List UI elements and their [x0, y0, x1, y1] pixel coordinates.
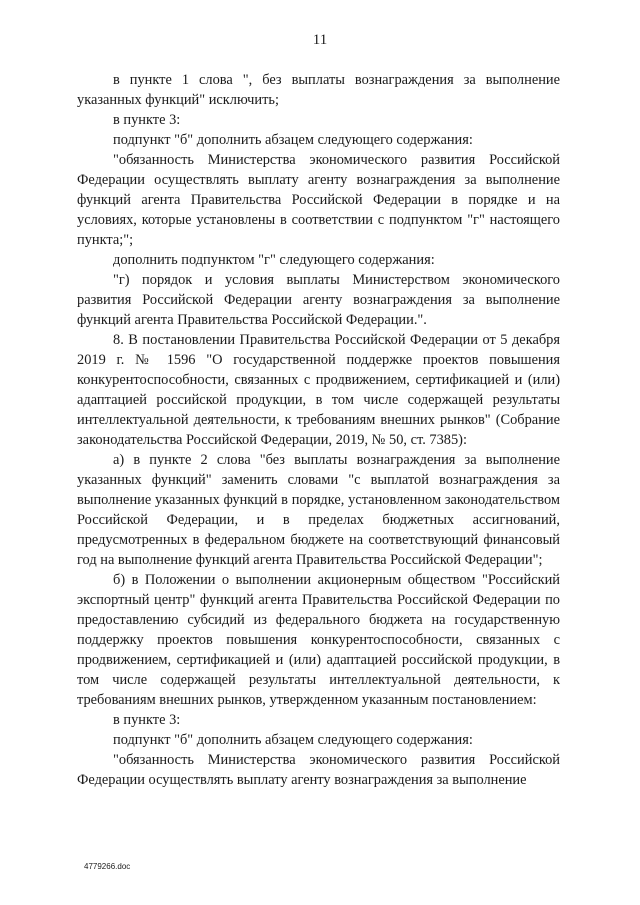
paragraph: подпункт "б" дополнить абзацем следующего содержания: — [113, 132, 473, 148]
paragraph: б) в Положении о выполнении акционерным обществом "Российский экспортный центр" функций агента Правительства Российской Федерации по предоставлению субсидий из федерального бюджета на государственную поддержку проектов повышения конкурентоспособности, связанных с продвижением, сертификацией и (или) адаптацией российской продукции, в том числе содержащей результаты интеллектуальной деятельности, к требованиям внешних рынков, утвержденном указанным постановлением: — [77, 572, 560, 708]
page-number: 11 — [312, 32, 328, 48]
paragraph: 8. В постановлении Правительства Российской Федерации от 5 декабря 2019 г. № 1596 "О государственной поддержке проектов повышения конкурентоспособности, связанных с продвижением, сертификацией и (или) адаптацией российской продукции, в том числе содержащей результаты интеллектуальной деятельности, к требованиям внешних рынков" (Собрание законодательства Российской Федерации, 2019, № 50, ст. 7385): — [77, 332, 560, 448]
paragraph: в пункте 3: — [113, 712, 181, 728]
paragraph: в пункте 3: — [113, 112, 181, 128]
paragraph: дополнить подпунктом "г" следующего содержания: — [113, 252, 435, 268]
paragraph: подпункт "б" дополнить абзацем следующего содержания: — [113, 732, 473, 748]
paragraph: "обязанность Министерства экономического развития Российской Федерации осуществлять выплату агенту вознаграждения за выполнение функций агента Правительства Российской Федерации в порядке и на условиях, которые установлены в соответствии с подпунктом "г" настоящего пункта;"; — [77, 152, 560, 248]
paragraph: "г) порядок и условия выплаты Министерством экономического развития Российской Федерации агенту вознаграждения за выполнение функций агента Правительства Российской Федерации.". — [77, 272, 560, 328]
document-filename: 4779266.doc — [84, 862, 131, 871]
document-body — [77, 70, 560, 790]
paragraph: а) в пункте 2 слова "без выплаты вознаграждения за выполнение указанных функций" заменить словами "с выплатой вознаграждения за выполнение указанных функций в порядке, установленном законодательством Российской Федерации, и в пределах бюджетных ассигнований, предусмотренных в федеральном бюджете на соответствующий финансовый год на выполнение функций агента Правительства Российской Федерации"; — [77, 452, 560, 568]
paragraph: "обязанность Министерства экономического развития Российской Федерации осуществлять выплату агенту вознаграждения за выполнение — [77, 752, 560, 788]
paragraph: в пункте 1 слова ", без выплаты вознаграждения за выполнение указанных функций" исключить; — [77, 72, 560, 108]
